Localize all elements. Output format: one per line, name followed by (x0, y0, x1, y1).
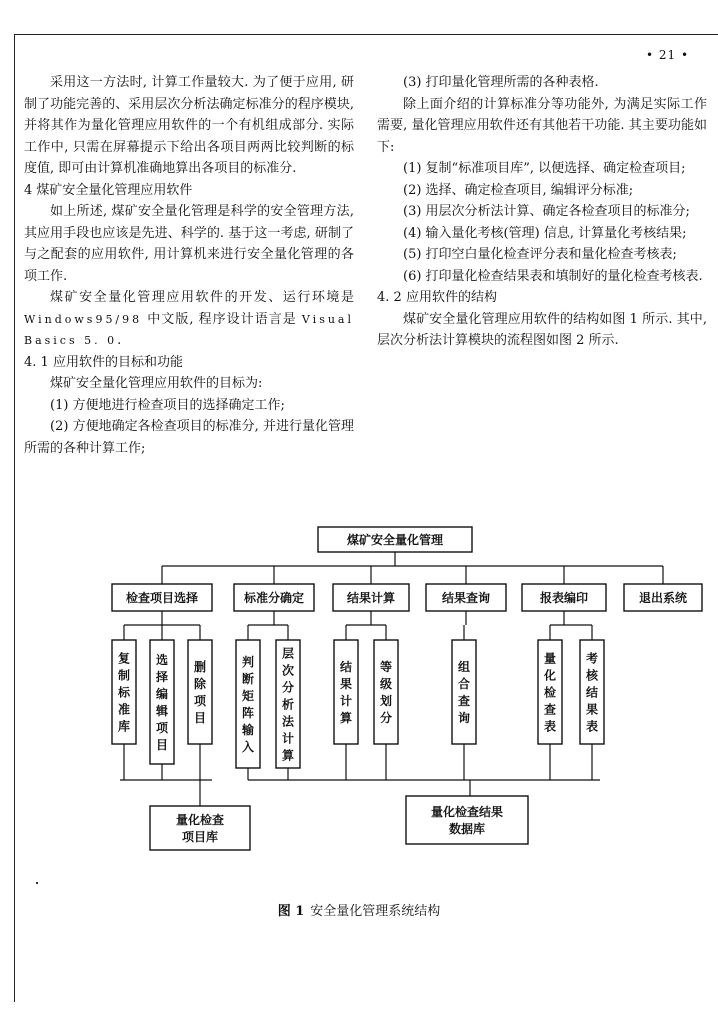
database-label: 量化检查结果 (430, 805, 504, 819)
level2-node-label: 删除项目 (193, 660, 207, 725)
level2-node-box (334, 640, 358, 744)
level1-node-label: 结果计算 (346, 591, 396, 605)
level2-node-label: 组合查询 (457, 660, 471, 725)
level2-node-box (374, 640, 398, 744)
list-item: (2) 选择、确定检查项目, 编辑评分标准; (403, 182, 634, 198)
text-run: Visual Basics 5. 0 (24, 312, 354, 347)
level2-node-label: 层次分析法计算 (281, 646, 295, 763)
level1-node-label: 检查项目选择 (125, 591, 199, 605)
list-item: (2) 方便地确定各检查项目的标准分, 并进行量化管理所需的各种计算工作; (24, 419, 354, 456)
speck (36, 882, 38, 884)
list-item: (3) 打印量化管理所需的各种表格. (403, 75, 599, 90)
level2-node-label: 复制标准库 (117, 651, 131, 734)
level2-node-label: 判断矩阵输入 (241, 655, 255, 754)
paragraph: 除上面介绍的计算标准分等功能外, 为满足实际工作需要, 量化管理应用软件还有其他若干功能. 其主要功能如下: (377, 96, 707, 155)
database-label: 数据库 (448, 822, 486, 836)
list-item: (3) 用层次分析法计算、确定各检查项目的标准分; (403, 204, 690, 219)
paragraph: 煤矿安全量化管理应用软件的结构如图 1 所示. 其中, 层次分析法计算模块的流程图如图 2 所示. (377, 311, 707, 348)
level2-node-label: 选择编辑项目 (155, 653, 169, 752)
figure-caption (0, 900, 718, 919)
level2-node-label: 等级划分 (379, 660, 393, 725)
paragraph: 如上所述, 煤矿安全量化管理是科学的安全管理方法, 其应用手段也应该是先进、科学的. 基于这一考虑, 研制了与之配套的应用软件, 用计算机来进行安全量化管理的各项工作. (24, 204, 354, 284)
text-run: 中文版, 程序设计语言是 (142, 311, 302, 327)
list-item: (1) 复制“标准项目库”, 以便选择、确定检查项目; (403, 161, 686, 176)
level2-node-label: 量化检查表 (543, 651, 557, 734)
list-item: (5) 打印空白量化检查评分表和量化检查考核表; (403, 247, 677, 262)
root-node-label: 煤矿安全量化管理 (346, 533, 444, 547)
level2-node-label: 考核结果表 (585, 651, 599, 734)
subsection-heading: 4. 2 应用软件的结构 (377, 290, 497, 305)
level2-node-box (188, 640, 212, 744)
database-box (406, 796, 528, 844)
level1-node-label: 标准分确定 (243, 591, 305, 605)
text-run: . (117, 333, 122, 348)
section-heading: 4 煤矿安全量化管理应用软件 (24, 182, 193, 198)
text-run: 煤矿安全量化管理应用软件的开发、运行环境是 (50, 290, 354, 305)
level1-node-label: 报表编印 (539, 591, 589, 605)
list-item: (6) 打印量化检查结果表和填制好的量化检查考核表. (403, 268, 703, 284)
subsection-heading: 4. 1 应用软件的目标和功能 (24, 354, 183, 370)
level1-node-label: 结果查询 (441, 591, 491, 605)
level2-node-label: 结果计算 (339, 660, 353, 725)
paragraph: 采用这一方法时, 计算工作量较大. 为了便于应用, 研制了功能完善的、采用层次分析法确定标准分的程序模块, 并将其作为量化管理应用软件的一个有机组成部分. 实际工作中, 只需在屏幕提示下给出各项目两两比较判断的标度值, 即可由计算机准确地算出各项目的标准分. (24, 75, 354, 176)
text-run: Windows95/98 (24, 312, 143, 326)
page-number: • 21 • (646, 48, 690, 62)
figure-title: 安全量化管理系统结构 (310, 904, 441, 919)
figure-label: 图 1 (277, 904, 305, 919)
database-label: 量化检查 (175, 813, 225, 827)
level2-node-box (452, 640, 476, 744)
list-item: (1) 方便地进行检查项目的选择确定工作; (50, 397, 285, 413)
database-label: 项目库 (181, 830, 219, 844)
paragraph: 煤矿安全量化管理应用软件的目标为: (50, 376, 263, 391)
list-item: (4) 输入量化考核(管理) 信息, 计算量化考核结果; (403, 225, 687, 241)
level1-node-label: 退出系统 (638, 591, 688, 605)
